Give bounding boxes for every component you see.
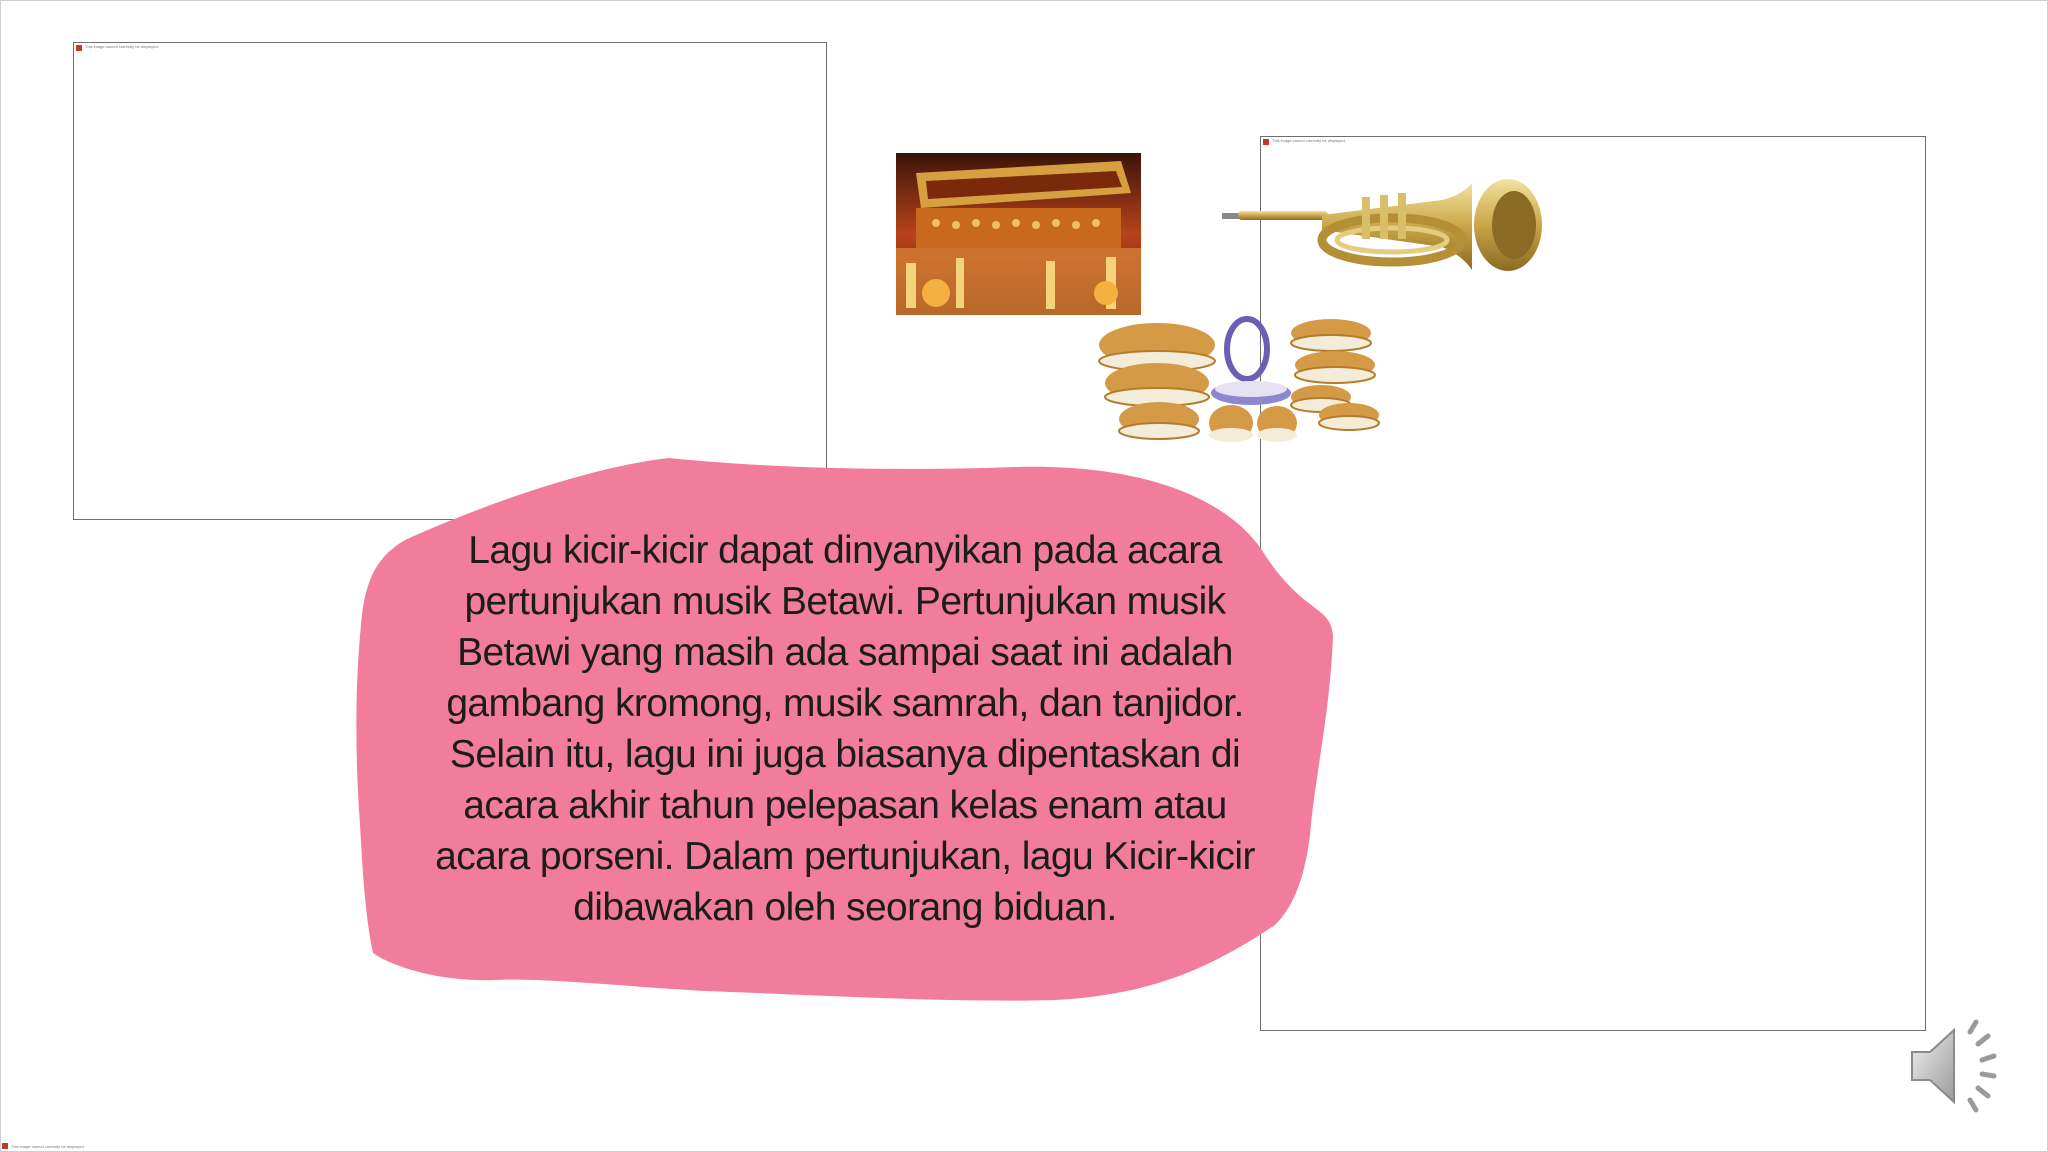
speaker-icon[interactable] (1908, 1018, 2008, 1114)
image-placeholder-left[interactable] (73, 42, 827, 520)
trumpet-image[interactable] (1222, 175, 1552, 290)
placeholder-caption: This image cannot currently be displayed. (1272, 138, 1346, 143)
placeholder-caption: This image cannot currently be displayed. (11, 1144, 85, 1149)
stage-photo[interactable] (896, 153, 1141, 315)
slide-body-text: Lagu kicir-kicir dapat dinyanyikan pada acara pertunjukan musik Betawi. Pertunjukan musik Betawi yang masih ada sampai saat ini adalah gambang kromong, musik samrah, dan tanjidor. Selain itu, lagu ini juga biasanya dipentaskan di acara akhir tahun pelepasan kelas enam atau acara porseni. Dalam pertunjukan, lagu Kicir-kicir dibawakan oleh seorang biduan. (435, 529, 1255, 929)
broken-image-icon (2, 1143, 8, 1149)
placeholder-caption: This image cannot currently be displayed. (85, 44, 159, 49)
broken-image-icon (76, 45, 82, 51)
drums-image[interactable] (1095, 315, 1385, 455)
broken-image-icon (1263, 139, 1269, 145)
